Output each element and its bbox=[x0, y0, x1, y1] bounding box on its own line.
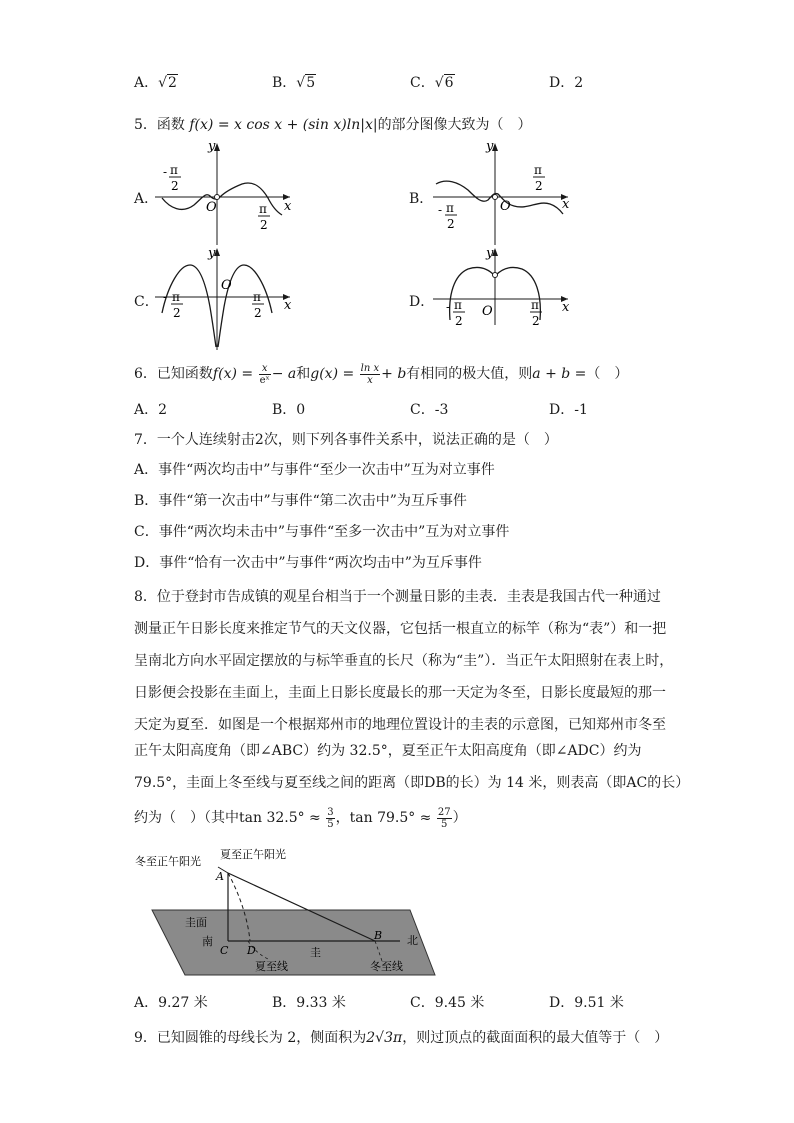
svg-text:2: 2 bbox=[535, 179, 543, 193]
svg-text:x: x bbox=[562, 300, 570, 315]
q5-graph-a bbox=[150, 140, 300, 245]
q5-option-d-label: D． bbox=[409, 294, 435, 310]
q7-stem: 7．一个人连续射击2次，则下列各事件关系中，说法正确的是（ ） bbox=[134, 432, 558, 448]
svg-text:π: π bbox=[446, 201, 454, 215]
svg-text:π: π bbox=[172, 290, 180, 304]
q5-graph-d bbox=[428, 245, 578, 350]
svg-text:x: x bbox=[562, 197, 570, 212]
svg-text:夏至正午阳光: 夏至正午阳光 bbox=[220, 848, 286, 861]
svg-text:π: π bbox=[534, 163, 542, 177]
svg-text:C: C bbox=[220, 944, 229, 957]
svg-text:O: O bbox=[482, 304, 493, 319]
svg-text:-: - bbox=[446, 300, 451, 314]
q5-option-c-label: C． bbox=[134, 294, 159, 310]
q8-line-7: 79.5°，圭面上冬至线与夏至线之间的距离（即DB的长）为 14 米，则表高（即AC的长） bbox=[134, 775, 690, 791]
q8-option-b: B．9.33 米 bbox=[272, 995, 346, 1011]
q7-option-b: B．事件“第一次击中”与事件“第二次击中”为互斥事件 bbox=[134, 493, 467, 509]
q4-option-b: B．√5 bbox=[272, 75, 316, 91]
q8-line-2: 测量正午日影长度来推定节气的天文仪器，它包括一根直立的标竿（称为“表”）和一把 bbox=[134, 621, 667, 637]
q7-option-a: A．事件“两次均击中”与事件“至少一次击中”互为对立事件 bbox=[134, 462, 495, 478]
q6-option-d: D．-1 bbox=[549, 402, 588, 418]
q6-option-a: A．2 bbox=[134, 402, 168, 418]
svg-text:O: O bbox=[221, 278, 232, 293]
q7-option-d: D．事件“恰有一次击中”与事件“两次均击中”为互斥事件 bbox=[134, 555, 482, 571]
q8-line-1: 8．位于登封市告成镇的观星台相当于一个测量日影的圭表．圭表是我国古代一种通过 bbox=[134, 589, 661, 605]
svg-text:y: y bbox=[486, 139, 494, 154]
q9-stem: 9．已知圆锥的母线长为 2，侧面积为2√3π，则过顶点的截面面积的最大值等于（ ） bbox=[134, 1030, 669, 1046]
svg-text:π: π bbox=[259, 202, 267, 216]
q8-line-8: 约为（ ）（其中tan 32.5° ≈ $\frac{3}{5}$ ，tan 79.5° ≈ $\frac{27}{5}$ ） bbox=[134, 806, 467, 830]
q8-line-3: 呈南北方向水平固定摆放的与标竿垂直的长尺（称为“圭”）．当正午太阳照射在表上时， bbox=[134, 653, 674, 669]
svg-text:北: 北 bbox=[407, 934, 418, 947]
svg-text:2: 2 bbox=[173, 306, 181, 320]
svg-text:2: 2 bbox=[254, 306, 262, 320]
q5-option-b-label: B． bbox=[409, 191, 434, 207]
svg-text:-: - bbox=[163, 165, 168, 179]
svg-text:y: y bbox=[486, 246, 494, 261]
q5-option-a-label: A． bbox=[134, 191, 159, 207]
q8-option-d: D．9.51 米 bbox=[549, 995, 624, 1011]
q5-graph-b bbox=[428, 140, 578, 245]
q5-graph-c bbox=[150, 245, 300, 350]
svg-text:B: B bbox=[374, 929, 383, 942]
svg-text:2: 2 bbox=[455, 314, 463, 328]
q6-option-b: B．0 bbox=[272, 402, 306, 418]
q8-line-5: 天定为夏至．如图是一个根据郑州市的地理位置设计的圭表的示意图，已知郑州市冬至 bbox=[134, 717, 666, 733]
svg-text:y: y bbox=[208, 139, 216, 154]
svg-text:x: x bbox=[284, 199, 292, 214]
svg-text:O: O bbox=[500, 199, 511, 214]
svg-text:2: 2 bbox=[532, 314, 540, 328]
svg-text:x: x bbox=[284, 298, 292, 313]
svg-text:冬至正午阳光: 冬至正午阳光 bbox=[135, 855, 201, 868]
svg-text:y: y bbox=[208, 246, 216, 261]
svg-text:圭面: 圭面 bbox=[185, 916, 207, 929]
q6-stem: 6．已知函数f(x) = $\frac{x}{\text{eˣ}}$ − a和g(x) = $\frac{\text{ln x}}{x}$ + b有相同的极大值，则a + b =（ ） bbox=[134, 362, 629, 386]
svg-text:2: 2 bbox=[260, 218, 268, 232]
q8-line-6: 正午太阳高度角（即∠ABC）约为 32.5°，夏至正午太阳高度角（即∠ADC）约为 bbox=[134, 743, 642, 759]
svg-text:π: π bbox=[253, 290, 261, 304]
q4-option-a: A．√2 bbox=[134, 75, 177, 91]
svg-text:2: 2 bbox=[171, 179, 179, 193]
q8-line-4: 日影便会投影在圭面上，圭面上日影长度最长的那一天定为冬至，日影长度最短的那一 bbox=[134, 685, 666, 701]
svg-text:南: 南 bbox=[202, 935, 213, 948]
q8-option-a: A．9.27 米 bbox=[134, 995, 208, 1011]
svg-text:π: π bbox=[454, 298, 462, 312]
q8-option-c: C．9.45 米 bbox=[410, 995, 485, 1011]
q7-option-c: C．事件“两次均未击中”与事件“至多一次击中”互为对立事件 bbox=[134, 524, 510, 540]
svg-text:π: π bbox=[531, 298, 539, 312]
q4-option-d: D．2 bbox=[549, 75, 584, 91]
sqrt-symbol: √ bbox=[158, 75, 168, 91]
svg-text:冬至线: 冬至线 bbox=[370, 960, 403, 973]
svg-text:夏至线: 夏至线 bbox=[255, 960, 288, 973]
svg-text:2: 2 bbox=[447, 217, 455, 231]
svg-text:A: A bbox=[216, 870, 224, 883]
q6-option-c: C．-3 bbox=[410, 402, 449, 418]
svg-text:圭: 圭 bbox=[310, 946, 321, 959]
q8-gnomon-figure bbox=[130, 845, 450, 980]
svg-text:D: D bbox=[247, 944, 256, 957]
svg-text:π: π bbox=[170, 163, 178, 177]
q4-option-c: C．√6 bbox=[410, 75, 454, 91]
svg-text:-: - bbox=[163, 290, 168, 304]
svg-text:-: - bbox=[438, 203, 443, 217]
q5-stem: 5．函数 f(x) = x cos x + (sin x)ln|x|的部分图像大致为（ ） bbox=[134, 117, 532, 133]
svg-text:O: O bbox=[206, 200, 217, 215]
